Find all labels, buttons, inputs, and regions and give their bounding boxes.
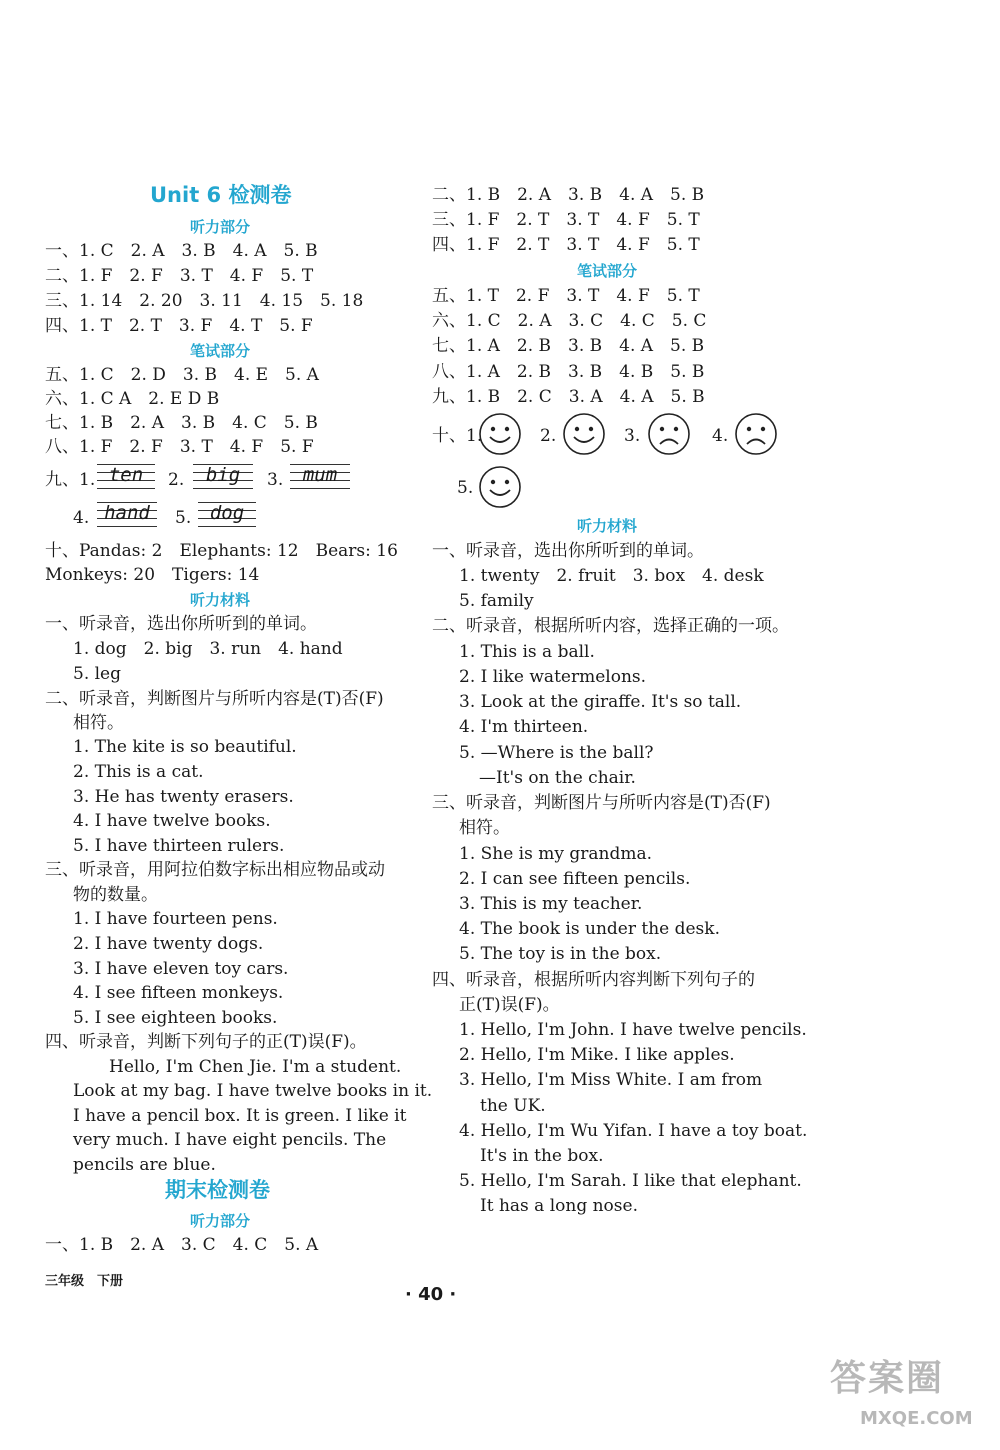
list-item: It has a long nose.	[480, 1196, 638, 1216]
q10-number: 2.	[540, 426, 557, 446]
happy-face-icon	[478, 412, 522, 456]
list-item: 1. She is my grandma.	[459, 844, 653, 864]
section-heading: 一、听录音，选出你所听到的单词。	[45, 614, 317, 634]
answer-line: 十、Pandas: 2 Elephants: 12 Bears: 16	[45, 541, 398, 561]
list-item: 3. I have eleven toy cars.	[73, 959, 289, 979]
listening-material-heading: 听力材料	[190, 591, 251, 609]
list-item: 5. I have thirteen rulers.	[73, 836, 285, 856]
list-item: 4. I have twelve books.	[73, 811, 271, 831]
list-item: 2. I like watermelons.	[459, 667, 647, 687]
list-item: 2. Hello, I'm Mike. I like apples.	[459, 1045, 735, 1065]
handwriting-answer: ten	[97, 462, 155, 490]
list-item: 4. I'm thirteen.	[459, 717, 589, 737]
handwriting-answer: hand	[97, 500, 157, 528]
answer-line: 二、1. F 2. F 3. T 4. F 5. T	[45, 266, 314, 286]
listening-part-heading: 听力部分	[190, 1212, 251, 1230]
list-item: 2. I have twenty dogs.	[73, 934, 264, 954]
handwriting-answer: dog	[198, 500, 256, 528]
section-heading: 相符。	[459, 818, 510, 838]
paragraph-line: pencils are blue.	[73, 1155, 216, 1175]
handwriting-answer: mum	[290, 462, 350, 490]
q9-number: 3.	[267, 470, 284, 490]
section-heading: 二、听录音，根据所听内容，选择正确的一项。	[432, 616, 789, 636]
list-item: 5. The toy is in the box.	[459, 944, 662, 964]
written-part-heading: 笔试部分	[190, 342, 251, 360]
section-heading: 三、听录音，判断图片与所听内容是(T)否(F)	[432, 793, 771, 813]
list-item: 4. Hello, I'm Wu Yifan. I have a toy boat.	[459, 1121, 808, 1141]
page-number: · 40 ·	[405, 1284, 457, 1305]
answer-line: 七、1. A 2. B 3. B 4. A 5. B	[432, 336, 705, 356]
answer-line: 四、1. T 2. T 3. F 4. T 5. F	[45, 316, 313, 336]
listening-material-heading: 听力材料	[577, 517, 638, 535]
sad-face-icon	[647, 412, 691, 456]
q10-label: 十、1.	[432, 426, 483, 446]
list-item: 1. dog 2. big 3. run 4. hand	[73, 639, 343, 659]
q9-number: 2.	[168, 470, 185, 490]
q9-label: 九、1.	[45, 470, 96, 490]
answer-line: 六、1. C 2. A 3. C 4. C 5. C	[432, 311, 707, 331]
list-item: —It's on the chair.	[479, 768, 636, 788]
written-part-heading: 笔试部分	[577, 262, 638, 280]
section-heading: 正(T)误(F)。	[459, 995, 560, 1015]
list-item: 2. I can see fifteen pencils.	[459, 869, 691, 889]
unit-6-title: Unit 6 检测卷	[150, 183, 292, 207]
list-item: 5. leg	[73, 664, 122, 684]
answer-line: 八、1. A 2. B 3. B 4. B 5. B	[432, 362, 705, 382]
list-item: 1. I have fourteen pens.	[73, 909, 278, 929]
q10-number: 5.	[457, 478, 474, 498]
happy-face-icon	[562, 412, 606, 456]
answer-line: 一、1. B 2. A 3. C 4. C 5. A	[45, 1235, 319, 1255]
answer-line: Monkeys: 20 Tigers: 14	[45, 565, 260, 585]
final-exam-title: 期末检测卷	[165, 1178, 270, 1202]
answer-line: 八、1. F 2. F 3. T 4. F 5. F	[45, 437, 314, 457]
list-item: 1. This is a ball.	[459, 642, 595, 662]
grade-label: 三年级 下册	[45, 1274, 124, 1289]
list-item: It's in the box.	[480, 1146, 604, 1166]
section-heading: 四、听录音，判断下列句子的正(T)误(F)。	[45, 1032, 367, 1052]
list-item: 1. Hello, I'm John. I have twelve pencils.	[459, 1020, 807, 1040]
q10-number: 3.	[624, 426, 641, 446]
answer-line: 三、1. F 2. T 3. T 4. F 5. T	[432, 210, 700, 230]
list-item: 1. twenty 2. fruit 3. box 4. desk	[459, 566, 764, 586]
list-item: 4. I see fifteen monkeys.	[73, 983, 284, 1003]
answer-line: 四、1. F 2. T 3. T 4. F 5. T	[432, 235, 700, 255]
section-heading: 相符。	[73, 713, 124, 733]
section-heading: 一、听录音，选出你所听到的单词。	[432, 541, 704, 561]
q9-number: 4.	[73, 508, 90, 528]
section-heading: 物的数量。	[73, 885, 158, 905]
list-item: 5. I see eighteen books.	[73, 1008, 278, 1028]
list-item: 3. He has twenty erasers.	[73, 787, 294, 807]
watermark-url: MXQE.COM	[860, 1408, 973, 1429]
answer-line: 七、1. B 2. A 3. B 4. C 5. B	[45, 413, 318, 433]
list-item: 5. Hello, I'm Sarah. I like that elephant.	[459, 1171, 802, 1191]
list-item: 1. The kite is so beautiful.	[73, 737, 297, 757]
list-item: 2. This is a cat.	[73, 762, 204, 782]
paragraph-line: Look at my bag. I have twelve books in it.	[73, 1081, 433, 1101]
section-heading: 三、听录音，用阿拉伯数字标出相应物品或动	[45, 860, 385, 880]
answer-line: 九、1. B 2. C 3. A 4. A 5. B	[432, 387, 705, 407]
list-item: 5. —Where is the ball?	[459, 743, 654, 763]
answer-line: 五、1. T 2. F 3. T 4. F 5. T	[432, 286, 700, 306]
handwriting-answer: big	[193, 462, 253, 490]
listening-part-heading: 听力部分	[190, 218, 251, 236]
answer-line: 二、1. B 2. A 3. B 4. A 5. B	[432, 185, 705, 205]
paragraph-line: very much. I have eight pencils. The	[73, 1130, 387, 1150]
sad-face-icon	[734, 412, 778, 456]
list-item: 4. The book is under the desk.	[459, 919, 720, 939]
list-item: 3. Look at the giraffe. It's so tall.	[459, 692, 742, 712]
answer-line: 三、1. 14 2. 20 3. 11 4. 15 5. 18	[45, 291, 364, 311]
answer-line: 五、1. C 2. D 3. B 4. E 5. A	[45, 365, 319, 385]
q9-number: 5.	[175, 508, 192, 528]
list-item: 3. This is my teacher.	[459, 894, 643, 914]
answer-line: 六、1. C A 2. E D B	[45, 389, 220, 409]
section-heading: 四、听录音，根据所听内容判断下列句子的	[432, 970, 755, 990]
answer-line: 一、1. C 2. A 3. B 4. A 5. B	[45, 241, 318, 261]
section-heading: 二、听录音，判断图片与所听内容是(T)否(F)	[45, 689, 384, 709]
paragraph-line: Hello, I'm Chen Jie. I'm a student.	[109, 1057, 402, 1077]
list-item: 5. family	[459, 591, 534, 611]
list-item: 3. Hello, I'm Miss White. I am from	[459, 1070, 763, 1090]
happy-face-icon	[478, 465, 522, 509]
q10-number: 4.	[712, 426, 729, 446]
paragraph-line: I have a pencil box. It is green. I like it	[73, 1106, 407, 1126]
watermark-logo: 答案圈	[830, 1358, 945, 1399]
list-item: the UK.	[480, 1096, 546, 1116]
